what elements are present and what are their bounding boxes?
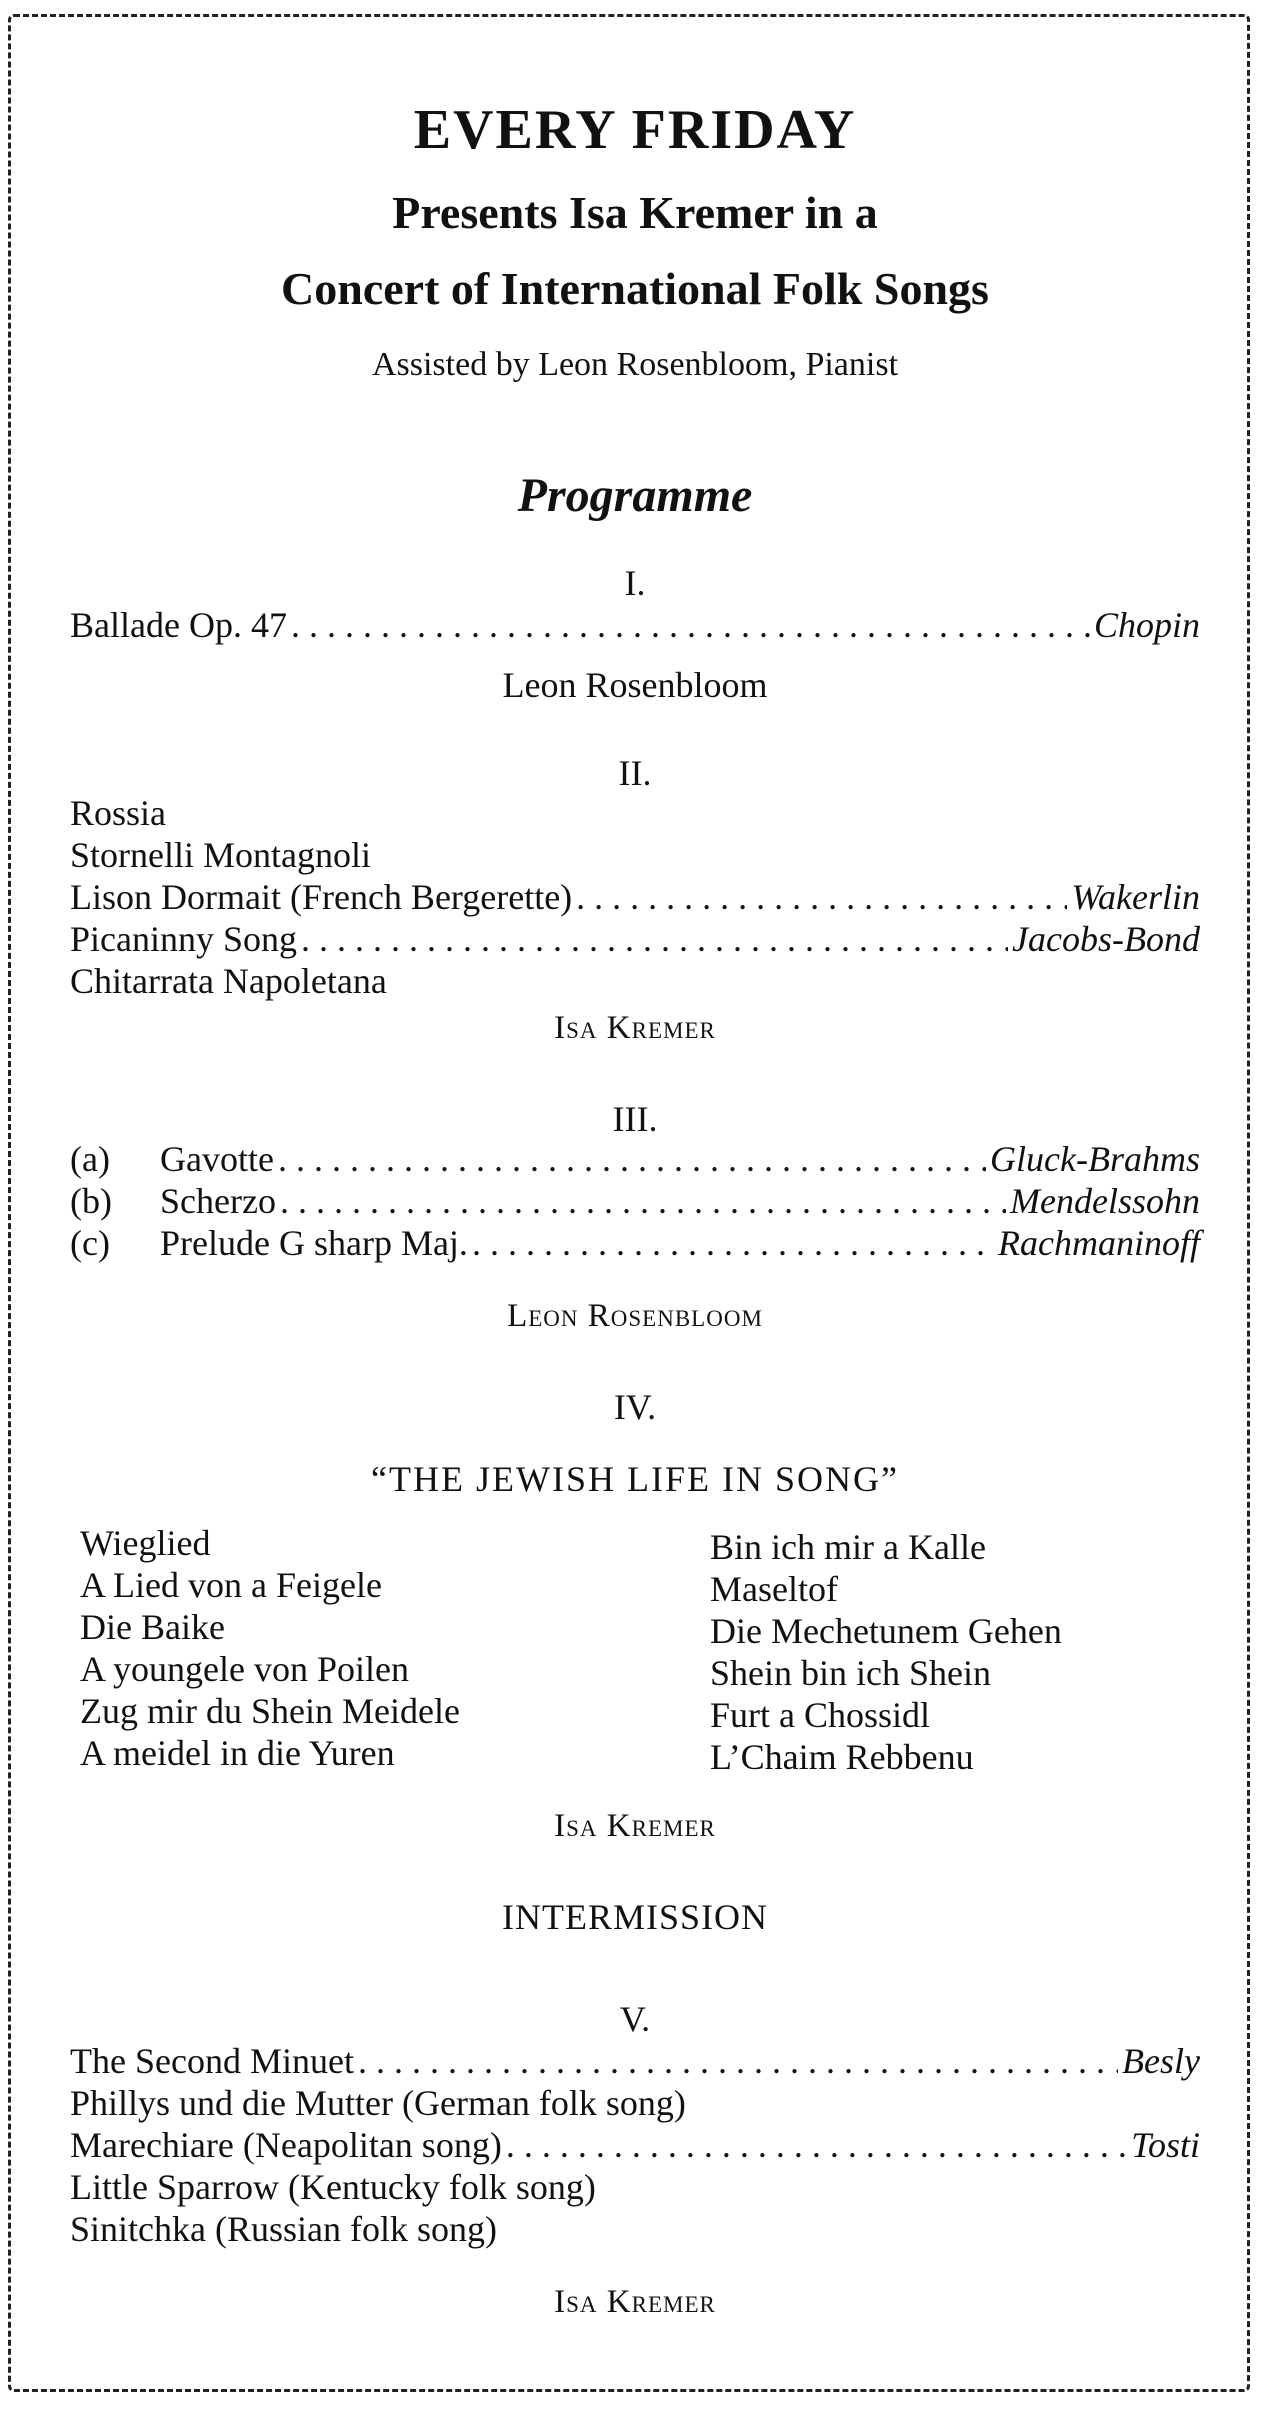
heading-line-1: Presents Isa Kremer in a — [392, 187, 878, 238]
item-title: Little Sparrow (Kentucky folk song) — [70, 2167, 596, 2207]
programme-item — [70, 960, 1200, 1002]
item-composer: Jacobs-Bond — [1012, 919, 1200, 959]
intermission: INTERMISSION — [501, 1897, 768, 1937]
section-4-performer: Isa Kremer — [554, 1808, 716, 1844]
song-left: A meidel in die Yuren — [80, 1733, 395, 1773]
programme-item — [70, 1180, 1200, 1222]
song-right: L’Chaim Rebbenu — [710, 1737, 974, 1777]
song-left: A Lied von a Feigele — [80, 1565, 382, 1605]
dot-leader — [280, 1180, 1006, 1222]
section-4-numeral: IV. — [613, 1387, 657, 1427]
item-composer: Besly — [1122, 2041, 1200, 2081]
section-5-numeral: V. — [619, 1999, 651, 2039]
item-title: The Second Minuet — [70, 2041, 354, 2081]
dot-leader — [472, 1222, 994, 1264]
item-title: Chitarrata Napoletana — [70, 961, 387, 1001]
song-left: A youngele von Poilen — [80, 1649, 409, 1689]
item-title: Gavotte — [160, 1139, 274, 1179]
dot-leader — [358, 2040, 1118, 2082]
section-3-performer: Leon Rosenbloom — [507, 1298, 763, 1334]
section-2-numeral: II. — [618, 753, 652, 793]
song-right: Die Mechetunem Gehen — [710, 1611, 1062, 1651]
programme-item — [70, 2124, 1200, 2166]
section-3-numeral: III. — [612, 1099, 658, 1139]
section-1-numeral: I. — [624, 563, 646, 603]
programme-item — [70, 834, 1200, 876]
item-composer: Gluck-Brahms — [990, 1139, 1200, 1179]
item-composer: Wakerlin — [1071, 877, 1200, 917]
dot-leader — [576, 876, 1067, 918]
item-label: (b) — [70, 1181, 112, 1221]
programme-item — [70, 604, 1200, 646]
song-left: Die Baike — [80, 1607, 225, 1647]
song-left: Wieglied — [80, 1523, 211, 1563]
assisted-by: Assisted by Leon Rosenbloom, Pianist — [371, 346, 899, 383]
section-2-performer: Isa Kremer — [554, 1010, 716, 1046]
programme-item — [70, 2082, 1200, 2124]
item-label: (c) — [70, 1223, 110, 1263]
programme-item — [70, 2208, 1200, 2250]
item-title: Scherzo — [160, 1181, 276, 1221]
item-title: Marechiare (Neapolitan song) — [70, 2125, 502, 2165]
programme-item — [70, 792, 1200, 834]
song-right: Maseltof — [710, 1569, 838, 1609]
heading-title: EVERY FRIDAY — [413, 99, 857, 161]
programme-item — [70, 1138, 1200, 1180]
item-title: Prelude G sharp Maj. — [160, 1223, 468, 1263]
section-5-performer: Isa Kremer — [554, 2284, 716, 2320]
item-title: Lison Dormait (French Bergerette) — [70, 877, 573, 917]
programme-item — [70, 876, 1200, 918]
programme-item — [70, 2166, 1200, 2208]
programme-item — [70, 1222, 1200, 1264]
dot-leader — [506, 2124, 1127, 2166]
dot-leader — [278, 1138, 986, 1180]
programme-heading: Programme — [517, 469, 753, 522]
section-1-performer: Leon Rosenbloom — [502, 665, 768, 705]
item-composer: Chopin — [1093, 605, 1200, 645]
item-composer: Rachmaninoff — [998, 1223, 1200, 1263]
dot-leader — [301, 918, 1008, 960]
item-title: Sinitchka (Russian folk song) — [70, 2209, 497, 2249]
programme-item — [70, 2040, 1200, 2082]
item-label: (a) — [70, 1139, 110, 1179]
heading-line-2: Concert of International Folk Songs — [281, 263, 989, 314]
programme-item — [70, 918, 1200, 960]
song-right: Bin ich mir a Kalle — [710, 1527, 986, 1567]
item-title: Rossia — [70, 793, 167, 833]
song-right: Shein bin ich Shein — [710, 1653, 991, 1693]
song-left: Zug mir du Shein Meidele — [80, 1691, 460, 1731]
item-title: Ballade Op. 47 — [70, 605, 287, 645]
section-4-subtitle: “THE JEWISH LIFE IN SONG” — [371, 1459, 899, 1499]
item-title: Phillys und die Mutter (German folk song) — [70, 2083, 686, 2123]
dot-leader — [291, 604, 1090, 646]
item-composer: Mendelssohn — [1010, 1181, 1200, 1221]
item-title: Stornelli Montagnoli — [70, 835, 371, 875]
song-right: Furt a Chossidl — [710, 1695, 931, 1735]
item-title: Picaninny Song — [70, 919, 298, 959]
item-composer: Tosti — [1131, 2125, 1200, 2165]
